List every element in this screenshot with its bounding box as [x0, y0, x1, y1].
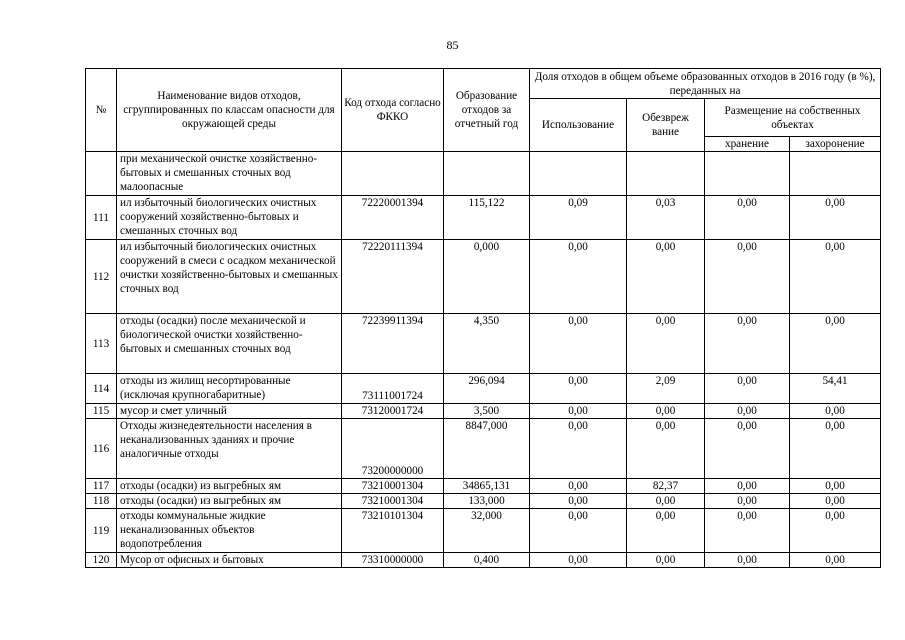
row-name: отходы (осадки) из выгребных ям [117, 494, 342, 509]
header-name: Наименование видов отходов, сгруппированных по классам опасности для окружающей среды [117, 69, 342, 152]
row-formation: 8847,000 [444, 419, 530, 479]
row-code: 73210001304 [342, 494, 444, 509]
header-code: Код отхода согласно ФККО [342, 69, 444, 152]
header-share: Доля отходов в общем объеме образованных отходов в 2016 году (в %), переданных на [530, 69, 881, 99]
header-burial: захоронение [790, 137, 881, 152]
header-formation: Образование отходов за отчетный год [444, 69, 530, 152]
table-row [86, 196, 881, 240]
row-storage: 0,00 [705, 240, 790, 314]
row-storage: 0,00 [705, 196, 790, 240]
page-number: 85 [446, 38, 459, 52]
table-row [86, 314, 881, 374]
row-burial: 0,00 [790, 240, 881, 314]
row-code: 73200000000 [342, 419, 444, 479]
row-burial: 0,00 [790, 494, 881, 509]
row-code: 73210101304 [342, 509, 444, 553]
header-neutralization: Обезвреж вание [627, 99, 705, 152]
row-storage [705, 152, 790, 196]
row-code: 73120001724 [342, 404, 444, 419]
row-usage: 0,00 [530, 240, 627, 314]
table-row [86, 240, 881, 314]
row-usage: 0,00 [530, 374, 627, 404]
row-num: 115 [86, 404, 117, 419]
row-code: 72220111394 [342, 240, 444, 314]
table-row [86, 479, 881, 494]
row-burial: 0,00 [790, 196, 881, 240]
table-row [86, 152, 881, 196]
row-name: отходы (осадки) из выгребных ям [117, 479, 342, 494]
row-burial: 0,00 [790, 553, 881, 568]
row-formation: 4,350 [444, 314, 530, 374]
row-formation: 32,000 [444, 509, 530, 553]
header-num: № [86, 69, 117, 152]
row-burial: 0,00 [790, 419, 881, 479]
row-neutralization: 0,00 [627, 553, 705, 568]
row-neutralization: 82,37 [627, 479, 705, 494]
row-burial: 0,00 [790, 314, 881, 374]
row-code: 72239911394 [342, 314, 444, 374]
row-code: 72220001394 [342, 196, 444, 240]
row-formation: 296,094 [444, 374, 530, 404]
row-num: 113 [86, 314, 117, 374]
table-row [86, 509, 881, 553]
row-neutralization: 0,00 [627, 240, 705, 314]
row-neutralization: 0,00 [627, 404, 705, 419]
row-num: 118 [86, 494, 117, 509]
table-row [86, 404, 881, 419]
row-storage: 0,00 [705, 404, 790, 419]
row-name: отходы (осадки) после механической и биологической очистки хозяйственно-бытовых и смешанных сточных вод [117, 314, 342, 374]
row-storage: 0,00 [705, 494, 790, 509]
row-usage: 0,00 [530, 479, 627, 494]
row-formation: 3,500 [444, 404, 530, 419]
row-usage [530, 152, 627, 196]
header-usage: Использование [530, 99, 627, 152]
row-code: 73310000000 [342, 553, 444, 568]
row-name: Мусор от офисных и бытовых [117, 553, 342, 568]
row-neutralization [627, 152, 705, 196]
row-formation: 0,400 [444, 553, 530, 568]
row-neutralization: 0,00 [627, 314, 705, 374]
row-neutralization: 0,00 [627, 419, 705, 479]
row-usage: 0,00 [530, 494, 627, 509]
row-neutralization: 0,03 [627, 196, 705, 240]
row-name: отходы коммунальные жидкие неканализованных объектов водопотребления [117, 509, 342, 553]
row-formation [444, 152, 530, 196]
row-usage: 0,00 [530, 419, 627, 479]
row-neutralization: 0,00 [627, 509, 705, 553]
row-storage: 0,00 [705, 553, 790, 568]
row-neutralization: 2,09 [627, 374, 705, 404]
row-num: 111 [86, 196, 117, 240]
table-row [86, 494, 881, 509]
table-row [86, 374, 881, 404]
row-code [342, 152, 444, 196]
row-usage: 0,00 [530, 314, 627, 374]
table-row [86, 419, 881, 479]
row-usage: 0,00 [530, 404, 627, 419]
row-storage: 0,00 [705, 479, 790, 494]
header-placement: Размещение на собственных объектах [705, 99, 881, 137]
row-storage: 0,00 [705, 509, 790, 553]
row-neutralization: 0,00 [627, 494, 705, 509]
row-num [86, 152, 117, 196]
row-formation: 115,122 [444, 196, 530, 240]
row-num: 120 [86, 553, 117, 568]
row-storage: 0,00 [705, 374, 790, 404]
table-row [86, 553, 881, 568]
row-code: 73111001724 [342, 374, 444, 404]
row-storage: 0,00 [705, 314, 790, 374]
row-usage: 0,00 [530, 553, 627, 568]
row-name: при механической очистке хозяйственно-бытовых и смешанных сточных вод малоопасные [117, 152, 342, 196]
row-name: ил избыточный биологических очистных сооружений хозяйственно-бытовых и смешанных сточных вод [117, 196, 342, 240]
row-formation: 133,000 [444, 494, 530, 509]
header-storage: хранение [705, 137, 790, 152]
row-formation: 34865,131 [444, 479, 530, 494]
row-num: 114 [86, 374, 117, 404]
row-num: 116 [86, 419, 117, 479]
row-name: ил избыточный биологических очистных сооружений в смеси с осадком механической очистки хозяйственно-бытовых и смешанных сточных вод [117, 240, 342, 314]
row-burial: 0,00 [790, 509, 881, 553]
row-num: 117 [86, 479, 117, 494]
row-formation: 0,000 [444, 240, 530, 314]
row-name: Отходы жизнедеятельности населения в неканализованных зданиях и прочие аналогичные отходы [117, 419, 342, 479]
row-burial: 0,00 [790, 404, 881, 419]
row-code: 73210001304 [342, 479, 444, 494]
row-name: мусор и смет уличный [117, 404, 342, 419]
row-burial: 54,41 [790, 374, 881, 404]
waste-table [85, 68, 881, 568]
row-burial: 0,00 [790, 479, 881, 494]
row-usage: 0,09 [530, 196, 627, 240]
row-name: отходы из жилищ несортированные (исключая крупногабаритные) [117, 374, 342, 404]
row-storage: 0,00 [705, 419, 790, 479]
row-burial [790, 152, 881, 196]
row-usage: 0,00 [530, 509, 627, 553]
row-num: 119 [86, 509, 117, 553]
row-num: 112 [86, 240, 117, 314]
